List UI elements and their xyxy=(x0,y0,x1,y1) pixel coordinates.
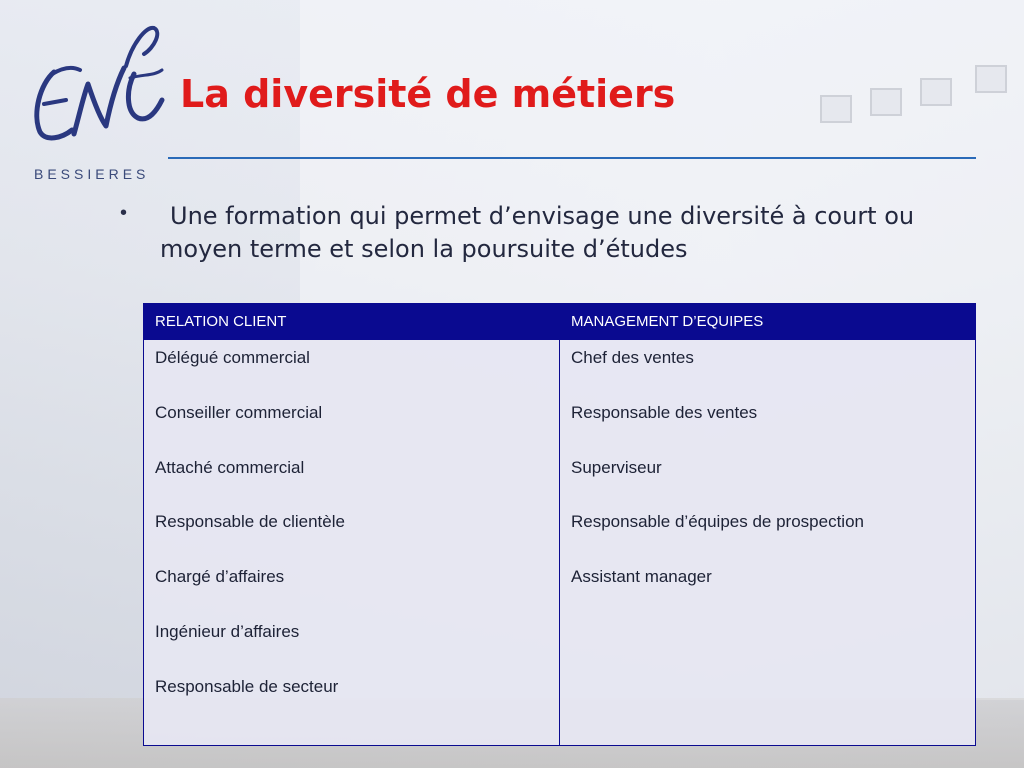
enc-logo-mark xyxy=(22,14,172,164)
job-item: Conseiller commercial xyxy=(155,402,323,422)
job-item: Responsable de secteur xyxy=(155,676,339,696)
job-item: Attaché commercial xyxy=(155,457,305,477)
table-row xyxy=(144,340,976,746)
column-header-relation-client: RELATION CLIENT xyxy=(144,304,560,340)
relation-client-cell xyxy=(144,340,560,746)
background-window xyxy=(975,65,1007,93)
bullet-text: Une formation qui permet d’envisage une diversité à court ou moyen terme et selon la poursuite d’études xyxy=(160,202,915,263)
background-window xyxy=(820,95,852,123)
jobs-table xyxy=(143,303,976,746)
logo-subtitle: BESSIERES xyxy=(34,166,150,182)
job-item: Responsable de clientèle xyxy=(155,512,345,532)
job-item: Ingénieur d’affaires xyxy=(155,621,300,641)
bullet-point xyxy=(120,200,990,266)
job-item: Assistant manager xyxy=(571,567,712,587)
job-item: Délégué commercial xyxy=(155,348,310,367)
background-window xyxy=(920,78,952,106)
table-header-row xyxy=(144,304,976,340)
column-header-management: MANAGEMENT D’EQUIPES xyxy=(560,304,976,340)
job-item: Responsable d’équipes de prospection xyxy=(571,512,864,532)
background-window xyxy=(870,88,902,116)
job-item: Chargé d’affaires xyxy=(155,567,285,587)
bullet-icon: • xyxy=(120,202,128,224)
school-logo xyxy=(22,14,172,189)
slide-title: La diversité de métiers xyxy=(180,72,676,116)
job-item: Responsable des ventes xyxy=(571,402,758,422)
management-cell xyxy=(560,340,976,746)
job-item: Chef des ventes xyxy=(571,348,694,367)
job-item: Superviseur xyxy=(571,457,662,477)
title-underline xyxy=(168,157,976,159)
